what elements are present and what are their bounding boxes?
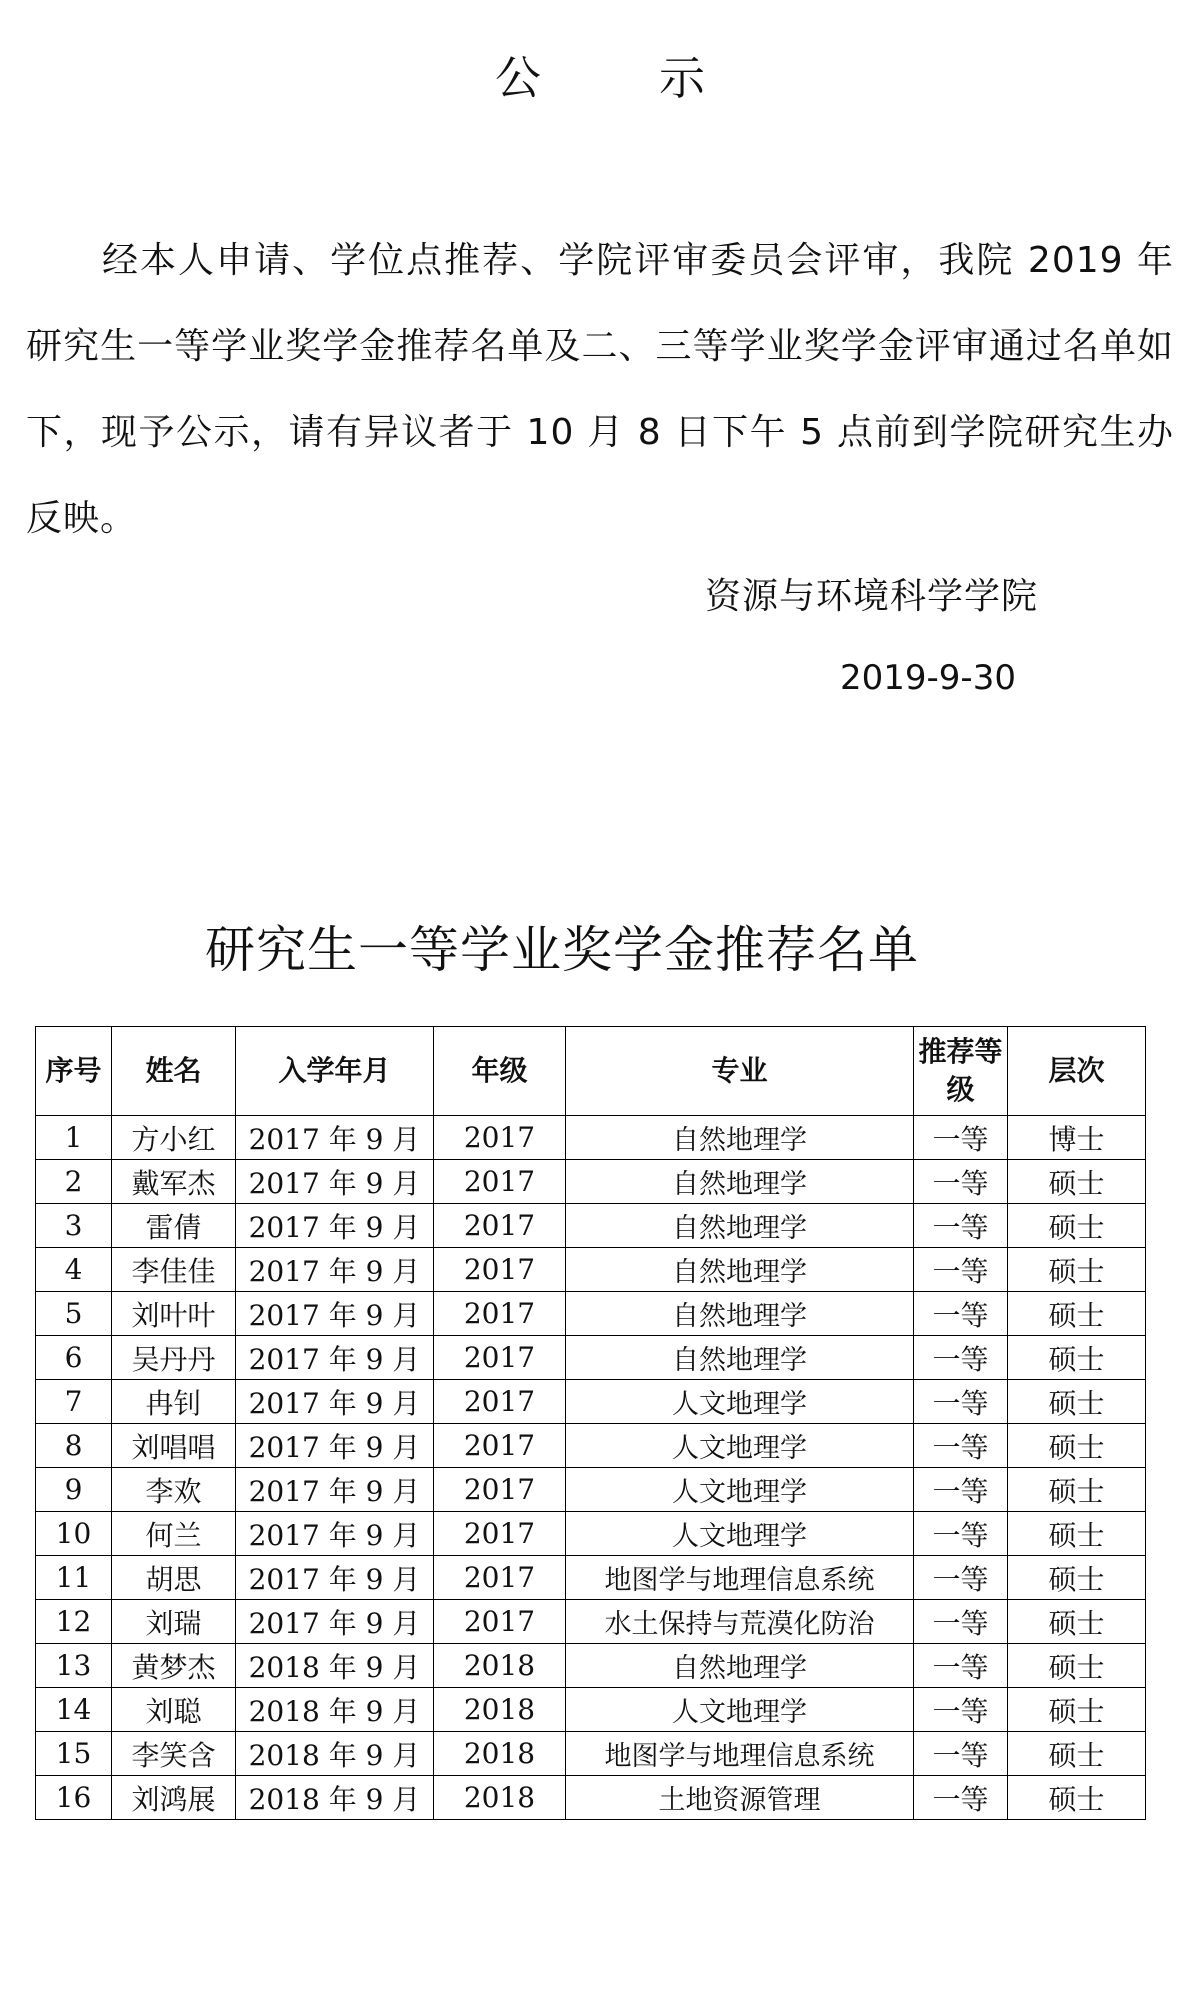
cell-degree: 硕士	[1008, 1160, 1146, 1204]
cell-degree: 硕士	[1008, 1732, 1146, 1776]
cell-major: 人文地理学	[566, 1380, 914, 1424]
cell-seq: 15	[36, 1732, 112, 1776]
cell-enroll: 2017 年 9 月	[236, 1204, 434, 1248]
cell-name: 胡思	[112, 1556, 236, 1600]
cell-grade: 2017	[434, 1468, 566, 1512]
cell-degree: 硕士	[1008, 1644, 1146, 1688]
cell-grade: 2017	[434, 1424, 566, 1468]
cell-enroll: 2017 年 9 月	[236, 1556, 434, 1600]
cell-name: 刘叶叶	[112, 1292, 236, 1336]
table-row	[36, 1248, 1146, 1292]
scholarship-table	[35, 1026, 1146, 1820]
cell-degree: 博士	[1008, 1116, 1146, 1160]
cell-degree: 硕士	[1008, 1336, 1146, 1380]
cell-seq: 6	[36, 1336, 112, 1380]
cell-major: 自然地理学	[566, 1160, 914, 1204]
cell-seq: 4	[36, 1248, 112, 1292]
cell-grade: 2017	[434, 1160, 566, 1204]
table-row	[36, 1688, 1146, 1732]
cell-enroll: 2017 年 9 月	[236, 1292, 434, 1336]
cell-seq: 12	[36, 1600, 112, 1644]
cell-major: 人文地理学	[566, 1424, 914, 1468]
table-title: 研究生一等学业奖学金推荐名单	[205, 921, 919, 979]
cell-seq: 8	[36, 1424, 112, 1468]
cell-seq: 7	[36, 1380, 112, 1424]
header-name: 姓名	[112, 1027, 236, 1116]
cell-enroll: 2017 年 9 月	[236, 1424, 434, 1468]
cell-degree: 硕士	[1008, 1468, 1146, 1512]
cell-grade: 2017	[434, 1248, 566, 1292]
cell-grade: 2017	[434, 1380, 566, 1424]
cell-degree: 硕士	[1008, 1776, 1146, 1820]
header-level: 推荐等级	[914, 1027, 1008, 1116]
cell-name: 吴丹丹	[112, 1336, 236, 1380]
cell-grade: 2018	[434, 1776, 566, 1820]
cell-degree: 硕士	[1008, 1512, 1146, 1556]
cell-major: 自然地理学	[566, 1204, 914, 1248]
table-row	[36, 1380, 1146, 1424]
cell-degree: 硕士	[1008, 1424, 1146, 1468]
table-row	[36, 1776, 1146, 1820]
cell-level: 一等	[914, 1248, 1008, 1292]
cell-enroll: 2018 年 9 月	[236, 1688, 434, 1732]
cell-name: 刘唱唱	[112, 1424, 236, 1468]
table-row	[36, 1732, 1146, 1776]
cell-major: 自然地理学	[566, 1116, 914, 1160]
cell-grade: 2018	[434, 1688, 566, 1732]
cell-name: 戴军杰	[112, 1160, 236, 1204]
header-enroll: 入学年月	[236, 1027, 434, 1116]
cell-level: 一等	[914, 1336, 1008, 1380]
table-row	[36, 1556, 1146, 1600]
notice-body: 经本人申请、学位点推荐、学院评审委员会评审，我院 2019 年研究生一等学业奖学金推荐名单及二、三等学业奖学金评审通过名单如下，现予公示，请有异议者于 10 月 8 日下午 5 点前到学院研究生办反映。	[26, 240, 1174, 539]
cell-degree: 硕士	[1008, 1248, 1146, 1292]
cell-major: 水土保持与荒漠化防治	[566, 1600, 914, 1644]
cell-name: 刘聪	[112, 1688, 236, 1732]
table-header-row	[36, 1027, 1146, 1116]
cell-seq: 11	[36, 1556, 112, 1600]
cell-major: 人文地理学	[566, 1468, 914, 1512]
cell-seq: 1	[36, 1116, 112, 1160]
cell-seq: 16	[36, 1776, 112, 1820]
table-row	[36, 1424, 1146, 1468]
table-row	[36, 1644, 1146, 1688]
cell-level: 一等	[914, 1600, 1008, 1644]
table-row	[36, 1512, 1146, 1556]
cell-level: 一等	[914, 1116, 1008, 1160]
cell-enroll: 2018 年 9 月	[236, 1644, 434, 1688]
cell-grade: 2018	[434, 1732, 566, 1776]
signature-date: 2019-9-30	[840, 658, 1016, 698]
table-row	[36, 1468, 1146, 1512]
cell-name: 李笑含	[112, 1732, 236, 1776]
table-row	[36, 1336, 1146, 1380]
cell-grade: 2017	[434, 1204, 566, 1248]
cell-level: 一等	[914, 1292, 1008, 1336]
cell-enroll: 2018 年 9 月	[236, 1776, 434, 1820]
header-major: 专业	[566, 1027, 914, 1116]
cell-degree: 硕士	[1008, 1380, 1146, 1424]
table-row	[36, 1292, 1146, 1336]
cell-seq: 3	[36, 1204, 112, 1248]
cell-name: 黄梦杰	[112, 1644, 236, 1688]
cell-enroll: 2017 年 9 月	[236, 1380, 434, 1424]
cell-enroll: 2017 年 9 月	[236, 1512, 434, 1556]
cell-seq: 13	[36, 1644, 112, 1688]
cell-major: 自然地理学	[566, 1336, 914, 1380]
cell-level: 一等	[914, 1556, 1008, 1600]
cell-seq: 14	[36, 1688, 112, 1732]
cell-grade: 2017	[434, 1600, 566, 1644]
cell-seq: 5	[36, 1292, 112, 1336]
cell-grade: 2017	[434, 1556, 566, 1600]
table-row	[36, 1116, 1146, 1160]
cell-name: 李佳佳	[112, 1248, 236, 1292]
cell-level: 一等	[914, 1424, 1008, 1468]
cell-level: 一等	[914, 1160, 1008, 1204]
cell-major: 地图学与地理信息系统	[566, 1732, 914, 1776]
cell-level: 一等	[914, 1776, 1008, 1820]
notice-title: 公 示	[495, 51, 741, 105]
cell-major: 自然地理学	[566, 1644, 914, 1688]
cell-name: 刘瑞	[112, 1600, 236, 1644]
cell-grade: 2018	[434, 1644, 566, 1688]
cell-level: 一等	[914, 1512, 1008, 1556]
cell-grade: 2017	[434, 1512, 566, 1556]
cell-level: 一等	[914, 1204, 1008, 1248]
cell-level: 一等	[914, 1688, 1008, 1732]
cell-seq: 9	[36, 1468, 112, 1512]
cell-major: 自然地理学	[566, 1248, 914, 1292]
header-grade: 年级	[434, 1027, 566, 1116]
cell-level: 一等	[914, 1468, 1008, 1512]
cell-enroll: 2017 年 9 月	[236, 1160, 434, 1204]
cell-level: 一等	[914, 1644, 1008, 1688]
cell-major: 人文地理学	[566, 1512, 914, 1556]
cell-degree: 硕士	[1008, 1292, 1146, 1336]
cell-enroll: 2017 年 9 月	[236, 1248, 434, 1292]
cell-name: 冉钊	[112, 1380, 236, 1424]
table-row	[36, 1204, 1146, 1248]
cell-degree: 硕士	[1008, 1688, 1146, 1732]
cell-degree: 硕士	[1008, 1600, 1146, 1644]
cell-major: 人文地理学	[566, 1688, 914, 1732]
cell-grade: 2017	[434, 1116, 566, 1160]
header-degree: 层次	[1008, 1027, 1146, 1116]
table-row	[36, 1160, 1146, 1204]
cell-name: 雷倩	[112, 1204, 236, 1248]
cell-name: 方小红	[112, 1116, 236, 1160]
cell-grade: 2017	[434, 1336, 566, 1380]
cell-enroll: 2018 年 9 月	[236, 1732, 434, 1776]
cell-major: 土地资源管理	[566, 1776, 914, 1820]
cell-seq: 2	[36, 1160, 112, 1204]
signature-institution: 资源与环境科学学院	[705, 576, 1039, 617]
cell-level: 一等	[914, 1380, 1008, 1424]
cell-enroll: 2017 年 9 月	[236, 1600, 434, 1644]
cell-seq: 10	[36, 1512, 112, 1556]
cell-enroll: 2017 年 9 月	[236, 1116, 434, 1160]
cell-name: 何兰	[112, 1512, 236, 1556]
cell-name: 李欢	[112, 1468, 236, 1512]
cell-enroll: 2017 年 9 月	[236, 1336, 434, 1380]
cell-grade: 2017	[434, 1292, 566, 1336]
table-row	[36, 1600, 1146, 1644]
cell-enroll: 2017 年 9 月	[236, 1468, 434, 1512]
cell-degree: 硕士	[1008, 1204, 1146, 1248]
header-seq: 序号	[36, 1027, 112, 1116]
cell-major: 自然地理学	[566, 1292, 914, 1336]
cell-major: 地图学与地理信息系统	[566, 1556, 914, 1600]
cell-level: 一等	[914, 1732, 1008, 1776]
cell-degree: 硕士	[1008, 1556, 1146, 1600]
cell-name: 刘鸿展	[112, 1776, 236, 1820]
